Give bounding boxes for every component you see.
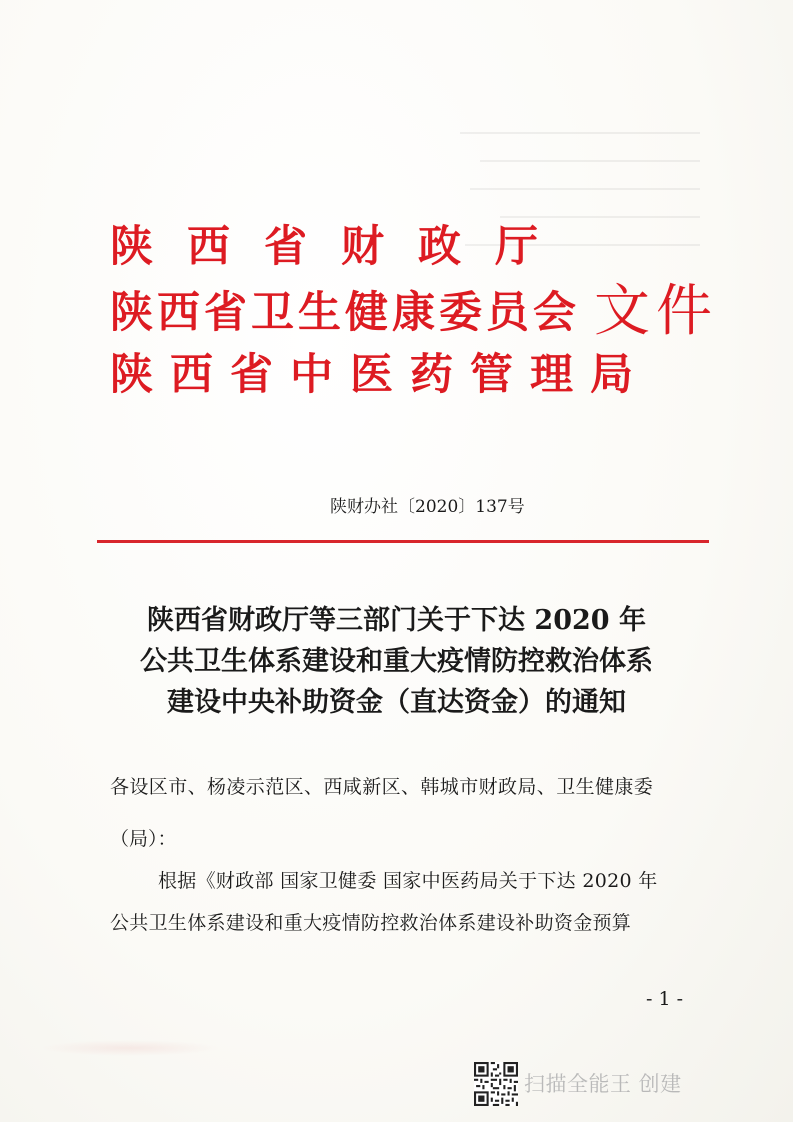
title-line-2: 公共卫生体系建设和重大疫情防控救治体系 [140, 646, 653, 677]
paragraph-line-2: 公共卫生体系建设和重大疫情防控救治体系建设补助资金预算 [110, 912, 632, 934]
recipients-line-1: 各设区市、杨凌示范区、西咸新区、韩城市财政局、卫生健康委 [110, 776, 654, 798]
recipients-line-2: （局）： [110, 828, 177, 850]
scan-smudge [40, 1040, 220, 1056]
qr-code-icon [474, 1062, 518, 1106]
document-number: 陕财办社〔2020〕137号 [330, 497, 525, 517]
document-label: 文件 [594, 279, 718, 344]
scanner-watermark: 扫描全能王 创建 [524, 1072, 682, 1096]
title-line-3: 建设中央补助资金（直达资金）的通知 [167, 687, 626, 718]
red-separator-line [97, 540, 709, 543]
page-number: - 1 - [646, 988, 684, 1010]
paragraph-line-1: 根据《财政部 国家卫健委 国家中医药局关于下达 2020 年 [158, 870, 658, 892]
title-line-1: 陕西省财政厅等三部门关于下达 2020 年 [147, 605, 646, 636]
issuer-tcm-administration: 陕西省中医药管理局 [110, 350, 650, 400]
issuer-finance-department: 陕西省财政厅 [110, 222, 572, 272]
issuer-health-commission: 陕西省卫生健康委员会 [110, 288, 580, 338]
